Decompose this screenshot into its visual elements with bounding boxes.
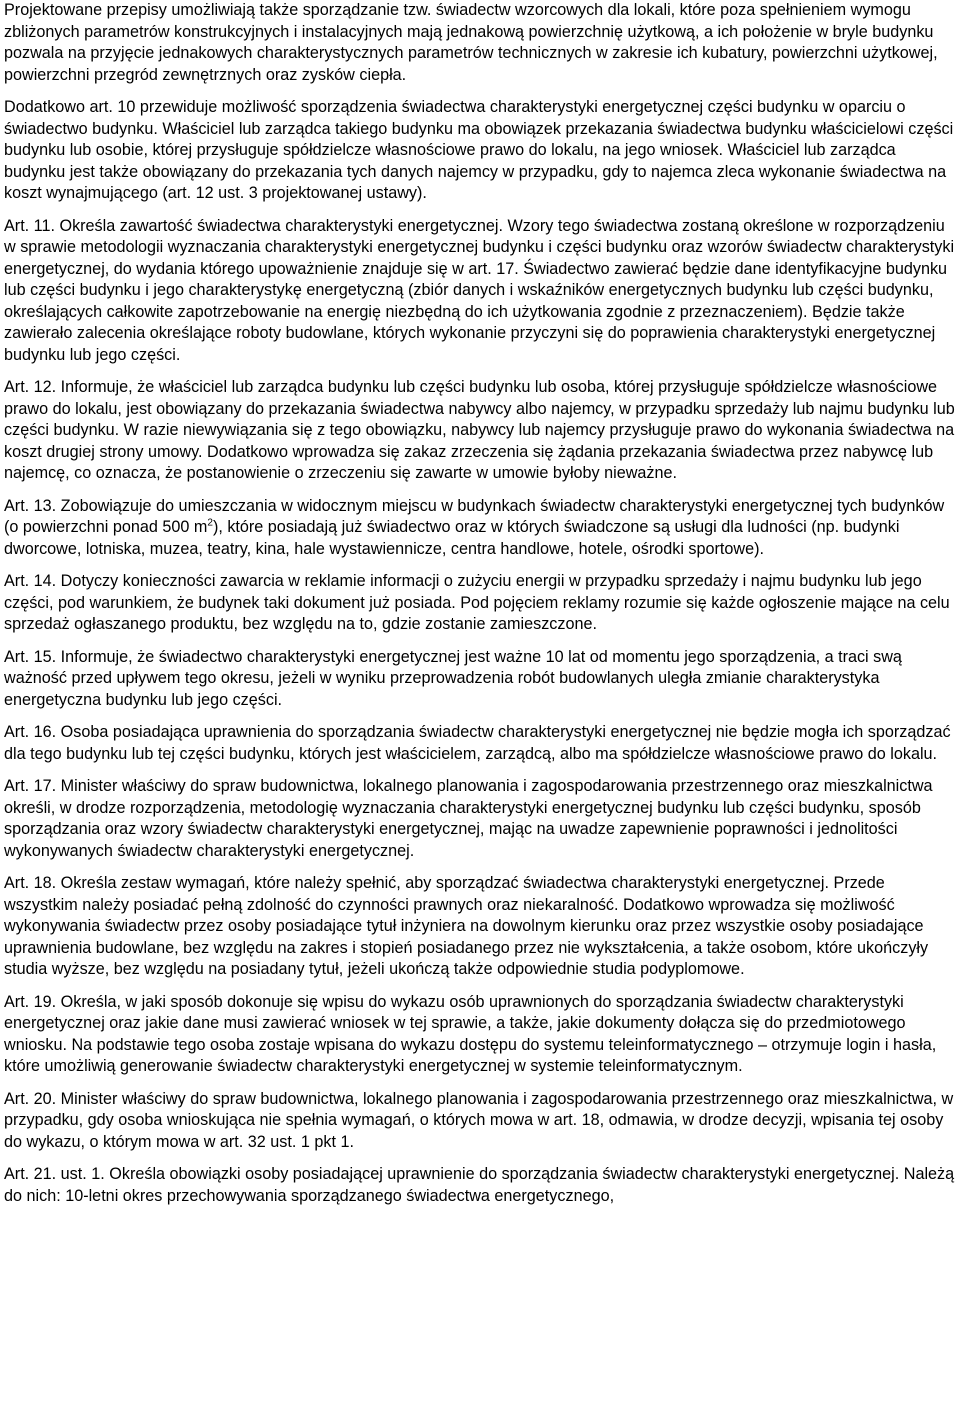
paragraph-art-15: Art. 15. Informuje, że świadectwo charakterystyki energetycznej jest ważne 10 lat od momentu jego sporządzenia, a traci swą ważność przed upływem tego okresu, jeżeli w wyniku przeprowadzenia robót budowlanych uległa zmianie charakterystyka energetyczna budynku lub jego części. (4, 647, 902, 709)
superscript-2: 2 (207, 517, 213, 529)
paragraph-art-16: Art. 16. Osoba posiadająca uprawnienia do sporządzania świadectw charakterystyki energetycznej nie będzie mogła ich sporządzać dla tego budynku lub tej części budynku, których jest właścicielem, zarządcą, albo ma spółdzielcze własnościowe prawo do lokalu. (4, 723, 951, 763)
paragraph-intro: Projektowane przepisy umożliwiają także sporządzanie tzw. świadectw wzorcowych dla lokali, które poza spełnieniem wymogu zbliżonych parametrów konstrukcyjnych i instalacyjnych mają jednakową powierzchnię użytkową, a ich położenie w bryle budynku pozwala na przyjęcie jednakowych charakterystycznych parametrów technicznych w zakresie ich kubatury, powierzchni użytkowej, powierzchni przegród zewnętrznych oraz zysków ciepła. (4, 1, 938, 84)
paragraph-art-18: Art. 18. Określa zestaw wymagań, które należy spełnić, aby sporządzać świadectwa charakterystyki energetycznej. Przede wszystkim należy posiadać pełną zdolność do czynności prawnych oraz niekaralność. Dodatkowo wprowadza się możliwość wykonywania świadectw przez osoby posiadające tytuł inżyniera na dowolnym kierunku oraz przez wszystkie osoby posiadające uprawnienia budowlane, bez względu na zakres i stopień posiadanego przez nie wykształcenia, a także osobom, które ukończyły studia wyższe, bez względu na posiadany tytuł, jeżeli ukończą także odpowiednie studia podyplomowe. (4, 874, 929, 978)
art-13-text-after: ), które posiadają już świadectwo oraz w których świadczone są usługi dla ludności (np. budynki dworcowe, lotniska, muzea, teatry, kina, hale wystawiennicze, centra handlowe, hotele, ośrodki sportowe). (4, 518, 900, 558)
paragraph-art-20: Art. 20. Minister właściwy do spraw budownictwa, lokalnego planowania i zagospodarowania przestrzennego oraz mieszkalnictwa, w przypadku, gdy osoba wnioskująca nie spełnia wymagań, o których mowa w art. 18, odmawia, w drodze decyzji, wpisania tej osoby do wykazu, o którym mowa w art. 32 ust. 1 pkt 1. (4, 1089, 954, 1151)
paragraph-art-14: Art. 14. Dotyczy konieczności zawarcia w reklamie informacji o zużyciu energii w przypadku sprzedaży i najmu budynku lub jego części, pod warunkiem, że budynek taki dokument już posiada. Pod pojęciem reklamy rozumie się każde ogłoszenie mające na celu sprzedaż ogłaszanego produktu, bez względu na to, gdzie zostanie zamieszczone. (4, 572, 950, 633)
art-13-text-before: Art. 13. Zobowiązuje do umieszczania w widocznym miejscu w budynkach świadectw charakterystyki energetycznej tych budynków (o powierzchni ponad 500 m (4, 496, 945, 536)
paragraph-art-21: Art. 21. ust. 1. Określa obowiązki osoby posiadającej uprawnienie do sporządzania świadectw charakterystyki energetycznej. Należą do nich: 10-letni okres przechowywania sporządzanego świadectwa energetycznego, (4, 1165, 955, 1205)
paragraph-art-19: Art. 19. Określa, w jaki sposób dokonuje się wpisu do wykazu osób uprawnionych do sporządzania świadectw charakterystyki energetycznej oraz jakie dane musi zawierać wniosek w tej sprawie, a także, jakie dokumenty dołącza się do przedmiotowego wniosku. Na podstawie tego osoba zostaje wpisana do wykazu dostępu do systemu teleinformatycznego – otrzymuje login i hasła, które umożliwią generowanie świadectw charakterystyki energetycznej w systemie teleinformatycznym. (4, 992, 937, 1075)
paragraph-art-12: Art. 12. Informuje, że właściciel lub zarządca budynku lub części budynku lub osoba, której przysługuje spółdzielcze własnościowe prawo do lokalu, jest obowiązany do przekazania świadectwa nabywcy albo najemcy, w przypadku sprzedaży lub najmu budynku lub części budynku. W razie niewywiązania się z tego obowiązku, nabywcy lub najemcy przysługuje prawo do wykonania świadectwa na koszt drugiej strony umowy. Dodatkowo wprowadza się zakaz zrzeczenia się żądania przekazania świadectwa przez nabywcę lub najemcę, co oznacza, że postanowienie o zrzeczeniu się zawarte w umowie byłoby nieważne. (4, 378, 955, 482)
paragraph-art-17: Art. 17. Minister właściwy do spraw budownictwa, lokalnego planowania i zagospodarowania przestrzennego oraz mieszkalnictwa określi, w drodze rozporządzenia, metodologię wyznaczania charakterystyki energetycznej budynku lub części budynku, sposób sporządzania oraz wzory świadectw charakterystyki energetycznej, mając na uwadze zapewnienie poprawności i jednolitości wykonywanych świadectw charakterystyki energetycznej. (4, 777, 933, 860)
paragraph-art-10: Dodatkowo art. 10 przewiduje możliwość sporządzenia świadectwa charakterystyki energetycznej części budynku w oparciu o świadectwo budynku. Właściciel lub zarządca takiego budynku ma obowiązek przekazania świadectwa budynku właścicielowi części budynku lub osobie, której przysługuje spółdzielcze własnościowe prawo do lokalu, na jego wniosek. Właściciel lub zarządca budynku jest także obowiązany do przekazania tych danych najemcy w przypadku, gdy to najemca zleca wykonanie świadectwa na koszt wynajmującego (art. 12 ust. 3 projektowanej ustawy). (4, 98, 954, 202)
paragraph-art-13 (4, 496, 956, 561)
paragraph-art-11: Art. 11. Określa zawartość świadectwa charakterystyki energetycznej. Wzory tego świadectwa zostaną określone w rozporządzeniu w sprawie metodologii wyznaczania charakterystyki energetycznej budynku i części budynku oraz wzorów świadectw charakterystyki energetycznej, do wydania którego upoważnienie znajduje się w art. 17. Świadectwo zawierać będzie dane identyfikacyjne budynku lub części budynku i jego charakterystykę energetyczną (zbiór danych i wskaźników energetycznych budynku lub części budynku, określających całkowite zapotrzebowanie na energię niezbędną do ich użytkowania zgodnie z przeznaczeniem). Będzie także zawierało zalecenia określające roboty budowlane, których wykonanie przyczyni się do poprawienia charakterystyki energetycznej budynku lub jego części. (4, 216, 955, 364)
